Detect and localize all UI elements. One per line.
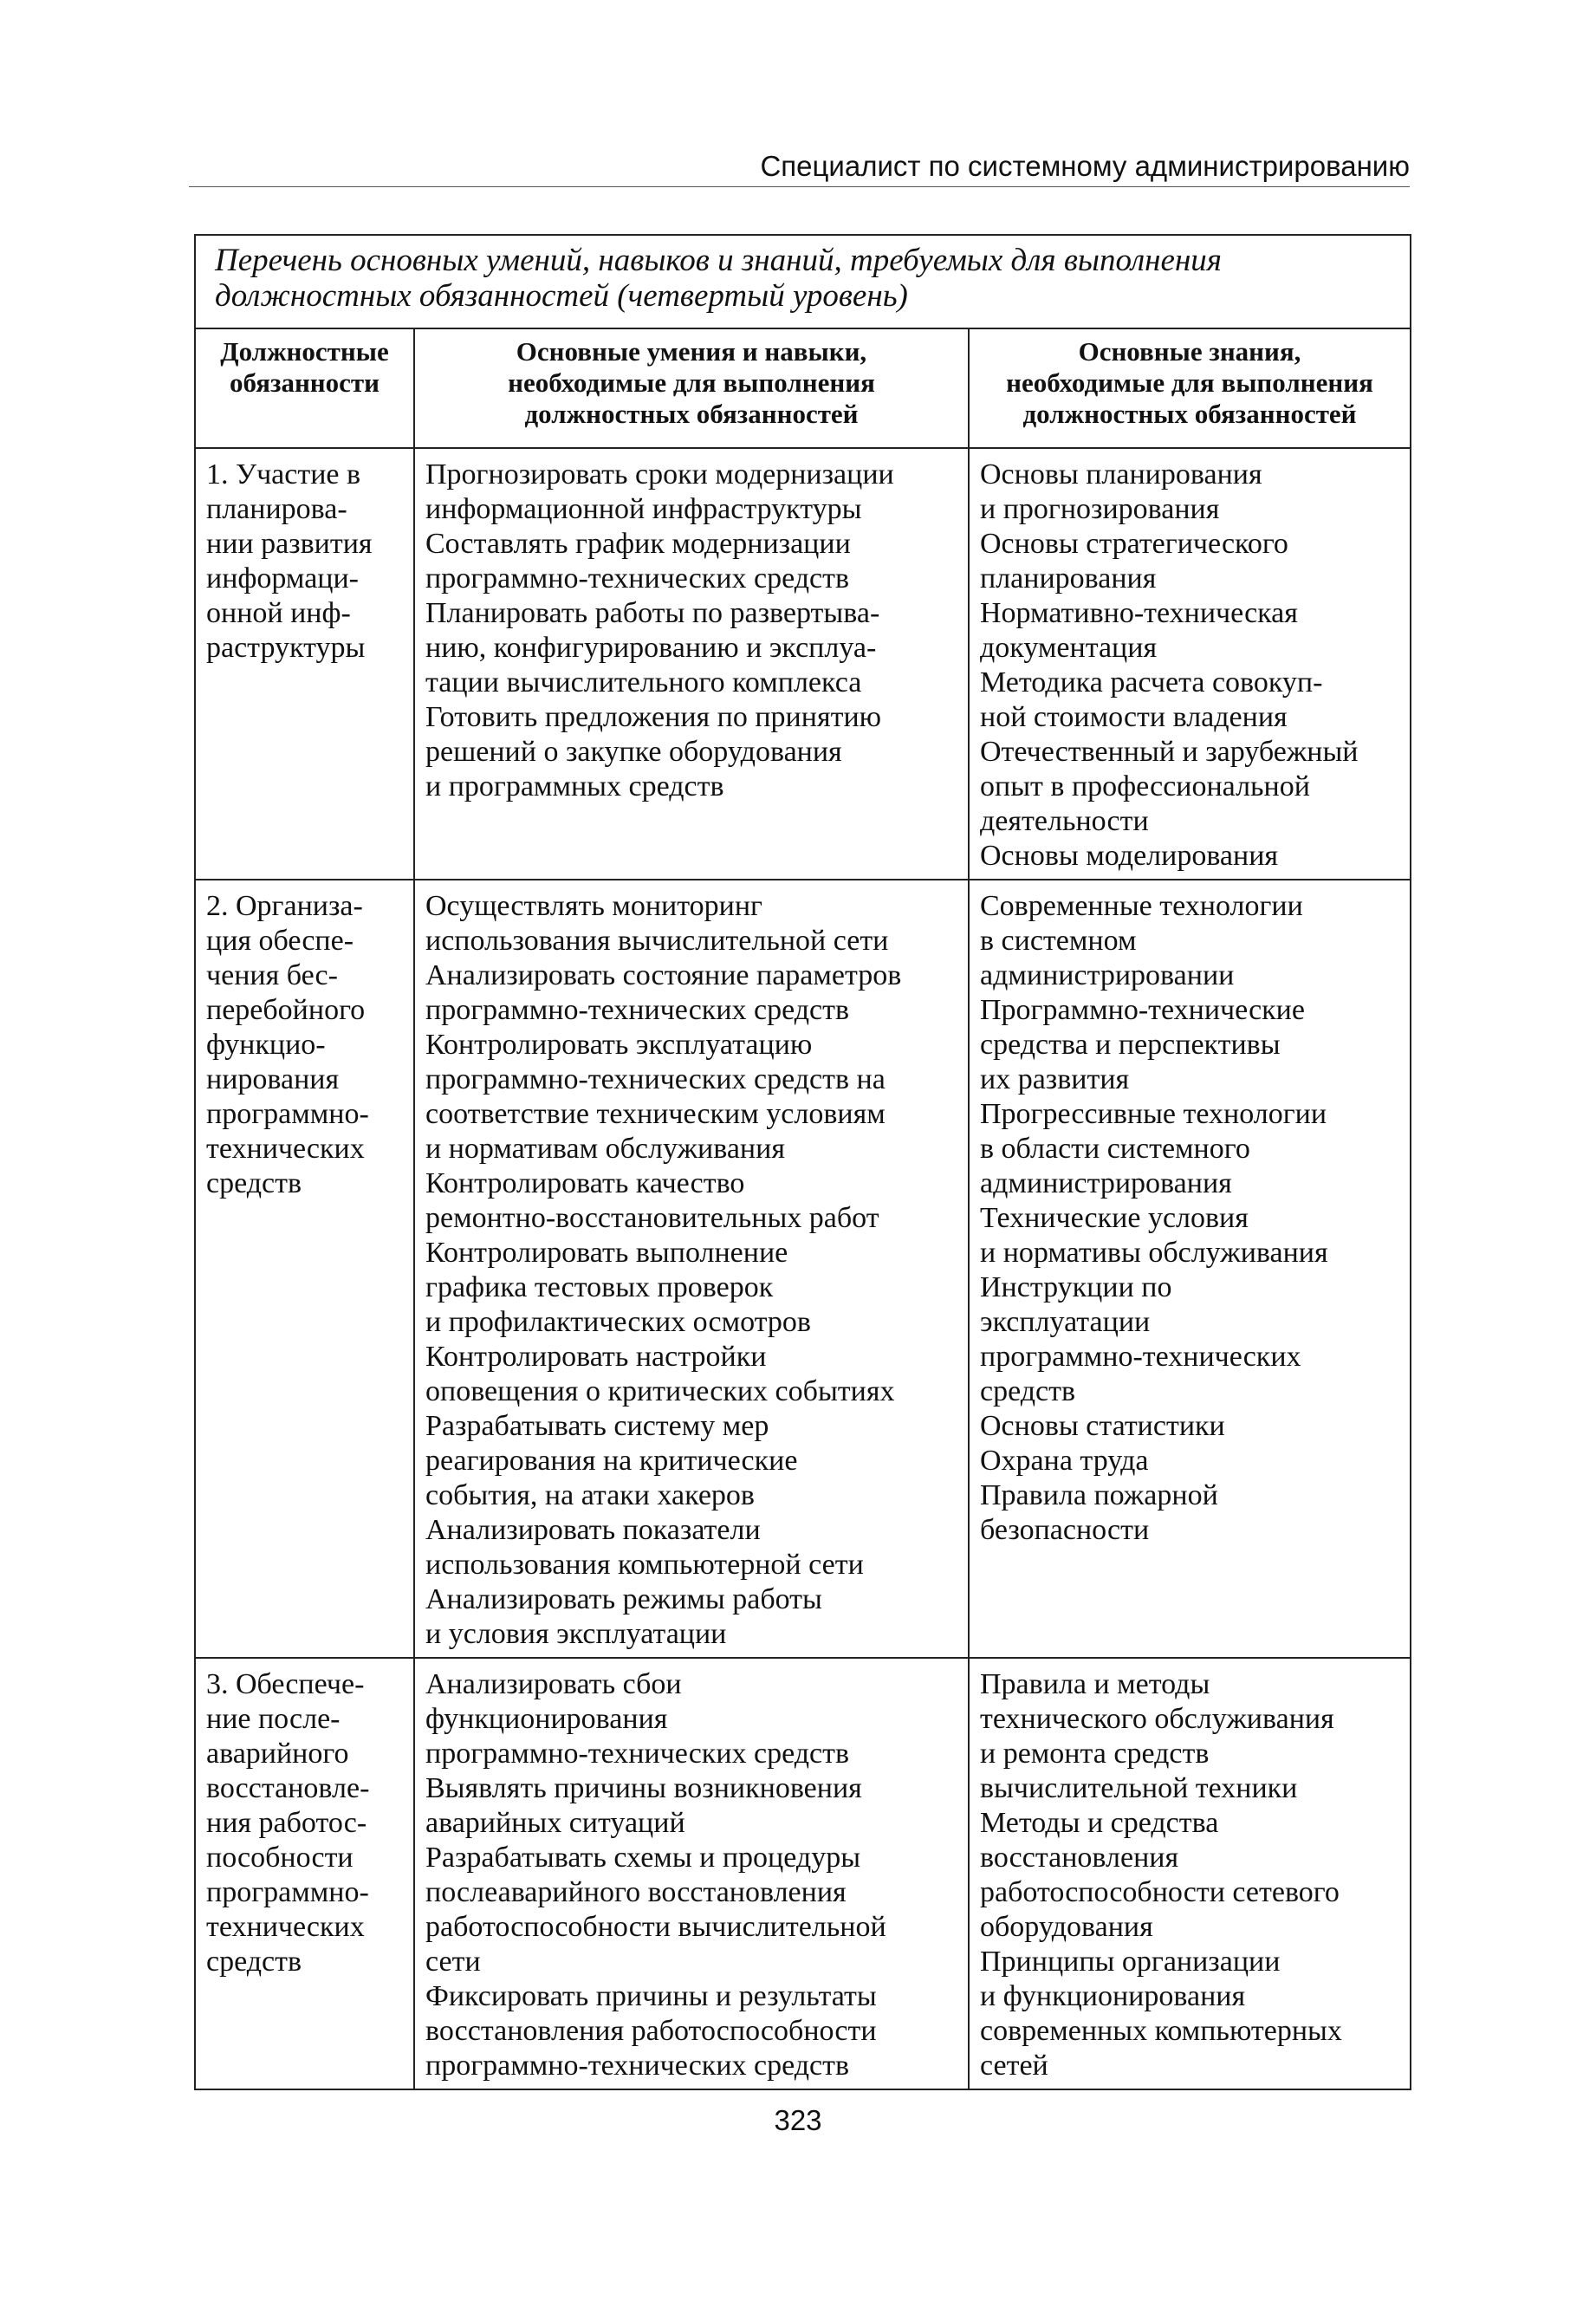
text-line: восстановле- [206, 1772, 370, 1804]
text-line: онной инф- [206, 597, 351, 629]
text-line: эксплуатации [980, 1306, 1151, 1338]
text-line: работоспособности вычислительной [425, 1911, 886, 1943]
text-line: программно-технических [980, 1341, 1301, 1373]
text-line: программно-технических средств на [425, 1063, 886, 1095]
text-line: Основы планирования [980, 458, 1262, 491]
skills-table [194, 234, 1411, 2090]
text-line: Основы статистики [980, 1410, 1225, 1442]
header-skills [414, 328, 969, 448]
text-line: современных компьютерных [980, 2015, 1342, 2047]
text-line: Методы и средства [980, 1807, 1219, 1839]
text-line: и программных средств [425, 770, 724, 802]
text-line: Основы стратегического [980, 528, 1288, 560]
text-line: Контролировать эксплуатацию [425, 1029, 813, 1061]
text-line: ция обеспе- [206, 925, 354, 957]
text-line: оповещения о критических событиях [425, 1375, 895, 1407]
header-line: необходимые для выполнения [1006, 367, 1373, 398]
duty-cell [195, 880, 414, 1658]
page-number: 323 [774, 2104, 822, 2136]
text-line: функционирования [425, 1703, 668, 1735]
text-line: сетей [980, 2050, 1048, 2082]
text-line: чения бес- [206, 959, 338, 991]
text-line: администрирования [980, 1167, 1232, 1199]
text-line: и функционирования [980, 1980, 1246, 2012]
text-line: аварийных ситуаций [425, 1807, 685, 1839]
table-caption [195, 235, 1411, 328]
text-line: использования компьютерной сети [425, 1549, 864, 1581]
text-line: средства и перспективы [980, 1029, 1281, 1061]
header-duties [195, 328, 414, 448]
text-line: нии развития [206, 528, 373, 560]
text-line: документация [980, 632, 1158, 664]
text-line: безопасности [980, 1514, 1150, 1546]
text-line: планирования [980, 562, 1157, 594]
text-line: информаци- [206, 562, 359, 594]
text-line: вычислительной техники [980, 1772, 1298, 1804]
text-line: Технические условия [980, 1202, 1249, 1234]
text-line: и условия эксплуатации [425, 1618, 727, 1650]
text-line: технических [206, 1133, 365, 1165]
text-line: соответствие техническим условиям [425, 1098, 886, 1130]
text-line: нирования [206, 1063, 340, 1095]
header-line: обязанности [229, 367, 380, 398]
header-line: необходимые для выполнения [508, 367, 875, 398]
running-head: Специалист по системному администрированию [760, 150, 1410, 182]
header-line: Основные умения и навыки, [516, 336, 867, 367]
text-line: Анализировать состояние параметров [425, 959, 902, 991]
text-line: Осуществлять мониторинг [425, 890, 762, 922]
text-line: опыт в профессиональной [980, 770, 1310, 802]
text-line: Фиксировать причины и результаты [425, 1980, 877, 2012]
text-line: информационной инфраструктуры [425, 493, 862, 525]
text-line: Разрабатывать схемы и процедуры [425, 1842, 861, 1874]
text-line: ние после- [206, 1703, 341, 1735]
text-line: Разрабатывать систему мер [425, 1410, 769, 1442]
text-line: графика тестовых проверок [425, 1271, 774, 1303]
text-line: Программно-технические [980, 994, 1305, 1026]
text-line: ния работос- [206, 1807, 367, 1839]
text-line: оборудования [980, 1911, 1153, 1943]
header-rule [189, 186, 1410, 187]
text-line: и профилактических осмотров [425, 1306, 811, 1338]
text-line: восстановления [980, 1842, 1179, 1874]
table-row [195, 448, 1411, 880]
text-line: Прогрессивные технологии [980, 1098, 1327, 1130]
text-line: программно-технических средств [425, 562, 850, 594]
text-line: события, на атаки хакеров [425, 1479, 755, 1511]
text-line: Охрана труда [980, 1445, 1149, 1477]
text-line: Правила пожарной [980, 1479, 1218, 1511]
text-line: 2. Организа- [206, 890, 363, 922]
text-line: и ремонта средств [980, 1738, 1210, 1770]
text-line: технических [206, 1911, 365, 1943]
skills-cell [414, 1658, 969, 2089]
text-line: Контролировать выполнение [425, 1237, 788, 1269]
text-line: Прогнозировать сроки модернизации [425, 458, 894, 491]
text-line: средств [206, 1946, 302, 1978]
text-line: Планировать работы по развертыва- [425, 597, 880, 629]
text-line: технического обслуживания [980, 1703, 1334, 1735]
text-line: аварийного [206, 1738, 349, 1770]
skills-cell [414, 448, 969, 880]
text-line: средств [980, 1375, 1076, 1407]
text-line: в области системного [980, 1133, 1250, 1165]
text-line: программно- [206, 1876, 369, 1908]
text-line: и нормативы обслуживания [980, 1237, 1328, 1269]
caption-line: Перечень основных умений, навыков и знаний, требуемых для выполнения [215, 243, 1222, 278]
text-line: Анализировать режимы работы [425, 1583, 822, 1615]
duty-cell [195, 1658, 414, 2089]
text-line: Контролировать качество [425, 1167, 745, 1199]
table-row [195, 880, 1411, 1658]
text-line: в системном [980, 925, 1137, 957]
text-line: Анализировать показатели [425, 1514, 761, 1546]
text-line: пособности [206, 1842, 354, 1874]
text-line: программно-технических средств [425, 2050, 850, 2082]
text-line: Методика расчета совокуп- [980, 666, 1323, 698]
text-line: послеаварийного восстановления [425, 1876, 847, 1908]
text-line: Принципы организации [980, 1946, 1281, 1978]
text-line: восстановления работоспособности [425, 2015, 877, 2047]
text-line: сети [425, 1946, 481, 1978]
text-line: функцио- [206, 1029, 326, 1061]
text-line: 3. Обеспече- [206, 1668, 365, 1700]
knowledge-cell [969, 448, 1411, 880]
text-line: тации вычислительного комплекса [425, 666, 862, 698]
text-line: Основы моделирования [980, 840, 1279, 872]
caption-line: должностных обязанностей (четвертый уровень) [215, 278, 908, 314]
text-line: деятельности [980, 805, 1149, 837]
text-line: их развития [980, 1063, 1130, 1095]
header-knowledge [969, 328, 1411, 448]
text-line: Составлять график модернизации [425, 528, 851, 560]
text-line: работоспособности сетевого [980, 1876, 1340, 1908]
text-line: 1. Участие в [206, 458, 361, 491]
text-line: администрировании [980, 959, 1235, 991]
text-line: реагирования на критические [425, 1445, 798, 1477]
text-line: средств [206, 1167, 302, 1199]
text-line: решений о закупке оборудования [425, 736, 842, 768]
text-line: ремонтно-восстановительных работ [425, 1202, 879, 1234]
knowledge-cell [969, 880, 1411, 1658]
text-line: Анализировать сбои [425, 1668, 682, 1700]
text-line: Выявлять причины возникновения [425, 1772, 862, 1804]
text-line: использования вычислительной сети [425, 925, 889, 957]
text-line: Отечественный и зарубежный [980, 736, 1359, 768]
text-line: Правила и методы [980, 1668, 1210, 1700]
header-line: Основные знания, [1078, 336, 1301, 367]
text-line: перебойного [206, 994, 366, 1026]
text-line: нию, конфигурированию и эксплуа- [425, 632, 877, 664]
text-line: Контролировать настройки [425, 1341, 767, 1373]
text-line: Инструкции по [980, 1271, 1172, 1303]
text-line: программно-технических средств [425, 1738, 850, 1770]
text-line: и прогнозирования [980, 493, 1220, 525]
header-line: Должностные [220, 336, 389, 367]
duty-cell [195, 448, 414, 880]
text-line: ной стоимости владения [980, 701, 1288, 733]
text-line: планирова- [206, 493, 347, 525]
skills-cell [414, 880, 969, 1658]
text-line: программно-технических средств [425, 994, 850, 1026]
text-line: Современные технологии [980, 890, 1303, 922]
text-line: Нормативно-техническая [980, 597, 1298, 629]
table-row [195, 1658, 1411, 2089]
knowledge-cell [969, 1658, 1411, 2089]
text-line: и нормативам обслуживания [425, 1133, 785, 1165]
header-line: должностных обязанностей [524, 399, 859, 429]
text-line: раструктуры [206, 632, 366, 664]
header-line: должностных обязанностей [1022, 399, 1357, 429]
text-line: программно- [206, 1098, 369, 1130]
text-line: Готовить предложения по принятию [425, 701, 882, 733]
